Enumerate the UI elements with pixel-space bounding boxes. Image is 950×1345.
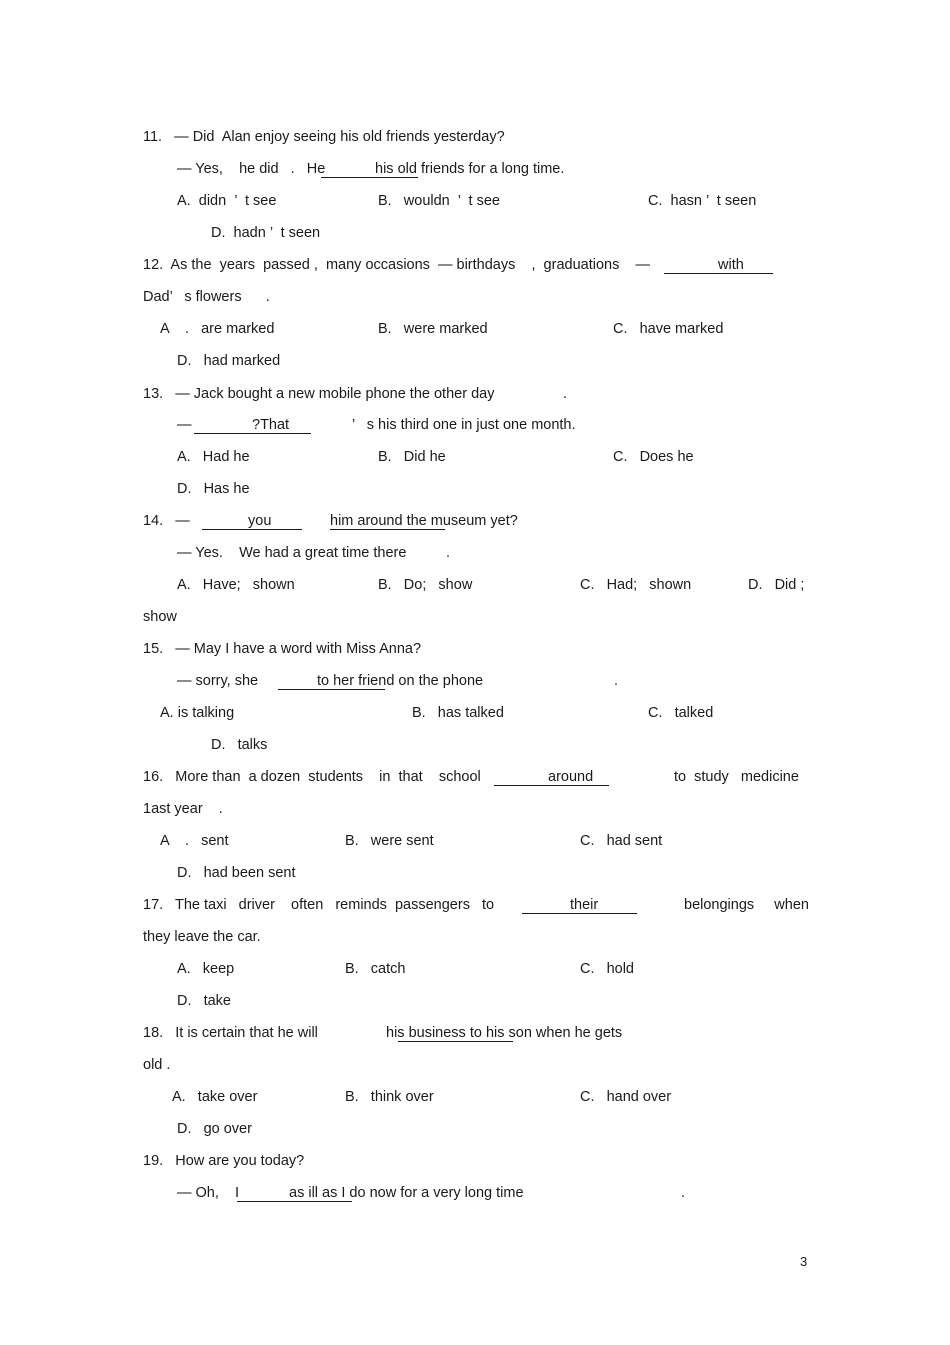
q18-stem-end: his business to his son when he gets — [386, 1025, 623, 1041]
q12-option-c: C. have marked — [613, 321, 724, 337]
q11-stem: 11. — Did Alan enjoy seeing his old friends yesterday? — [143, 129, 505, 145]
q15-reply-end: to her friend on the phone — [317, 673, 484, 689]
q16-option-d: D. had been sent — [177, 865, 296, 881]
q15-option-a: A. is talking — [160, 705, 235, 721]
q14-option-d: D. Did ; — [748, 577, 805, 593]
q13-stem-period: . — [563, 386, 568, 402]
q18-option-a: A. take over — [172, 1089, 258, 1105]
q12-option-d: D. had marked — [177, 353, 281, 369]
q15-option-d: D. talks — [211, 737, 268, 753]
q14-option-b: B. Do; show — [378, 577, 473, 593]
q11-option-a: A. didn ’ t see — [177, 193, 277, 209]
q17-option-c: C. hold — [580, 961, 634, 977]
q19-reply-period: . — [681, 1185, 686, 1201]
q17-blank-word: their — [570, 897, 599, 913]
q14-stem: 14. — — [143, 513, 190, 529]
q11-option-b: B. wouldn ’ t see — [378, 193, 500, 209]
page-number: 3 — [800, 1254, 808, 1269]
q17-option-a: A. keep — [177, 961, 235, 977]
q12-option-b: B. were marked — [378, 321, 488, 337]
q12-stem: 12. As the years passed , many occasions — birthdays , graduations — — [143, 257, 650, 273]
q18-option-c: C. hand over — [580, 1089, 672, 1105]
q16-blank-word: around — [548, 769, 594, 785]
q16-option-a: A . sent — [160, 833, 229, 849]
q14-stem-end: him around the museum yet? — [330, 513, 518, 529]
q14-reply: — Yes. We had a great time there — [177, 545, 407, 561]
q13-option-d: D. Has he — [177, 481, 250, 497]
q14-option-c: C. Had; shown — [580, 577, 692, 593]
q19-stem: 19. How are you today? — [143, 1153, 305, 1169]
q15-reply-start: — sorry, she — [177, 673, 259, 689]
q16-stem-line2: 1ast year . — [143, 801, 223, 817]
q15-reply-period: . — [614, 673, 619, 689]
q16-option-c: C. had sent — [580, 833, 663, 849]
q11-option-c: C. hasn ’ t seen — [648, 193, 757, 209]
q13-option-a: A. Had he — [177, 449, 250, 465]
q15-stem: 15. — May I have a word with Miss Anna? — [143, 641, 422, 657]
q13-option-b: B. Did he — [378, 449, 446, 465]
q18-option-d: D. go over — [177, 1121, 252, 1137]
q15-option-b: B. has talked — [412, 705, 504, 721]
q13-stem: 13. — Jack bought a new mobile phone the other day — [143, 386, 495, 402]
q17-stem-end: belongings when — [684, 897, 809, 913]
q17-stem: 17. The taxi driver often reminds passengers to — [143, 897, 495, 913]
q11-option-d: D. hadn ’ t seen — [211, 225, 321, 241]
q13-option-c: C. Does he — [613, 449, 694, 465]
q18-option-b: B. think over — [345, 1089, 434, 1105]
q15-option-c: C. talked — [648, 705, 714, 721]
q12-option-a: A . are marked — [160, 321, 275, 337]
q14-option-a: A. Have; shown — [177, 577, 295, 593]
q17-stem-line2: they leave the car. — [143, 929, 261, 945]
q14-option-d-cont: show — [143, 609, 177, 625]
q11-reply-start: — Yes, he did . He — [177, 161, 326, 177]
q11-reply-end: his old friends for a long time. — [375, 161, 565, 177]
q13-reply-end: ’ s his third one in just one month. — [352, 417, 576, 433]
q19-reply-start: — Oh, I — [177, 1185, 240, 1201]
q16-stem: 16. More than a dozen students in that school — [143, 769, 481, 785]
q18-stem-line2: old . — [143, 1057, 171, 1073]
q14-reply-period: . — [446, 545, 451, 561]
q16-stem-end: to study medicine — [674, 769, 799, 785]
q14-blank-word: you — [248, 513, 272, 529]
q16-option-b: B. were sent — [345, 833, 434, 849]
q19-reply-end: as ill as I do now for a very long time — [289, 1185, 524, 1201]
q17-option-d: D. take — [177, 993, 231, 1009]
q18-stem: 18. It is certain that he will — [143, 1025, 318, 1041]
q13-reply-dash: — — [177, 417, 192, 433]
q13-blank-word: ?That — [252, 417, 290, 433]
q12-stem-line2: Dad’ s flowers . — [143, 289, 270, 305]
q12-blank-word: with — [718, 257, 744, 273]
q17-option-b: B. catch — [345, 961, 406, 977]
